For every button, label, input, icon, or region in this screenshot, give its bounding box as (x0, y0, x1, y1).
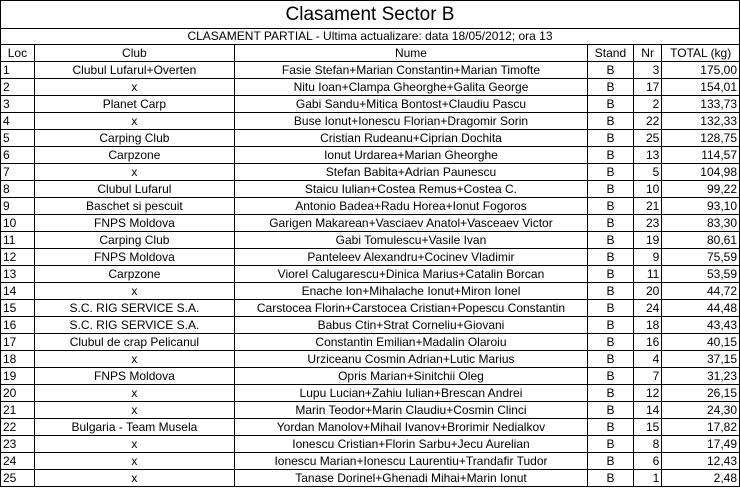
table-row (1, 283, 740, 300)
cell-nr: 18 (633, 317, 661, 334)
cell-stand: B (588, 266, 634, 283)
cell-stand: B (588, 62, 634, 79)
cell-club: Carpzone (34, 266, 234, 283)
cell-loc: 24 (1, 453, 35, 470)
cell-loc: 22 (1, 419, 35, 436)
cell-stand: B (588, 79, 634, 96)
cell-total: 2,48 (662, 470, 740, 487)
cell-nr: 25 (633, 130, 661, 147)
cell-nume: Stefan Babita+Adrian Paunescu (234, 164, 587, 181)
cell-loc: 3 (1, 96, 35, 113)
cell-loc: 14 (1, 283, 35, 300)
cell-nr: 14 (633, 402, 661, 419)
table-row (1, 334, 740, 351)
cell-nr: 21 (633, 198, 661, 215)
cell-club: x (34, 351, 234, 368)
cell-nr: 19 (633, 232, 661, 249)
cell-stand: B (588, 130, 634, 147)
cell-nr: 24 (633, 300, 661, 317)
cell-stand: B (588, 436, 634, 453)
table-row (1, 96, 740, 113)
cell-club: x (34, 113, 234, 130)
cell-total: 53,59 (662, 266, 740, 283)
cell-nume: Antonio Badea+Radu Horea+Ionut Fogoros (234, 198, 587, 215)
cell-stand: B (588, 300, 634, 317)
cell-nr: 8 (633, 436, 661, 453)
cell-nr: 13 (633, 147, 661, 164)
cell-loc: 8 (1, 181, 35, 198)
table-row (1, 249, 740, 266)
header-nume: Nume (234, 45, 587, 62)
cell-nume: Staicu Iulian+Costea Remus+Costea C. (234, 181, 587, 198)
cell-nr: 22 (633, 113, 661, 130)
cell-nr: 16 (633, 334, 661, 351)
table-row (1, 368, 740, 385)
table-row (1, 317, 740, 334)
cell-club: x (34, 79, 234, 96)
cell-club: Bulgaria - Team Musela (34, 419, 234, 436)
cell-nume: Opris Marian+Sinitchii Oleg (234, 368, 587, 385)
cell-nume: Marin Teodor+Marin Claudiu+Cosmin Clinci (234, 402, 587, 419)
cell-nr: 23 (633, 215, 661, 232)
cell-loc: 16 (1, 317, 35, 334)
cell-nr: 12 (633, 385, 661, 402)
cell-stand: B (588, 181, 634, 198)
header-row (1, 45, 740, 62)
table-row (1, 147, 740, 164)
cell-nume: Cristian Rudeanu+Ciprian Dochita (234, 130, 587, 147)
table-row (1, 453, 740, 470)
cell-nume: Garigen Makarean+Vasciaev Anatol+Vasceaev Victor (234, 215, 587, 232)
cell-total: 24,30 (662, 402, 740, 419)
cell-nr: 1 (633, 470, 661, 487)
cell-nume: Viorel Calugarescu+Dinica Marius+Catalin Borcan (234, 266, 587, 283)
cell-stand: B (588, 198, 634, 215)
cell-club: x (34, 436, 234, 453)
cell-nr: 10 (633, 181, 661, 198)
cell-nume: Yordan Manolov+Mihail Ivanov+Brorimir Nedialkov (234, 419, 587, 436)
cell-club: Baschet si pescuit (34, 198, 234, 215)
cell-loc: 6 (1, 147, 35, 164)
cell-stand: B (588, 147, 634, 164)
cell-nume: Ionescu Marian+Ionescu Laurentiu+Trandafir Tudor (234, 453, 587, 470)
cell-nr: 5 (633, 164, 661, 181)
cell-total: 17,49 (662, 436, 740, 453)
cell-stand: B (588, 215, 634, 232)
page-title: Clasament Sector B (0, 0, 740, 28)
cell-loc: 15 (1, 300, 35, 317)
ranking-rows (1, 62, 740, 487)
table-row (1, 79, 740, 96)
cell-total: 132,33 (662, 113, 740, 130)
cell-loc: 25 (1, 470, 35, 487)
cell-nume: Carstocea Florin+Carstocea Cristian+Popescu Constantin (234, 300, 587, 317)
cell-loc: 23 (1, 436, 35, 453)
cell-club: Carpzone (34, 147, 234, 164)
cell-nr: 2 (633, 96, 661, 113)
cell-loc: 1 (1, 62, 35, 79)
header-loc: Loc (1, 45, 35, 62)
cell-total: 17,82 (662, 419, 740, 436)
table-row (1, 266, 740, 283)
cell-stand: B (588, 385, 634, 402)
cell-loc: 13 (1, 266, 35, 283)
cell-club: x (34, 385, 234, 402)
cell-nr: 9 (633, 249, 661, 266)
cell-total: 93,10 (662, 198, 740, 215)
header-stand: Stand (588, 45, 634, 62)
cell-stand: B (588, 402, 634, 419)
cell-stand: B (588, 232, 634, 249)
cell-nr: 7 (633, 368, 661, 385)
cell-loc: 11 (1, 232, 35, 249)
cell-nume: Fasie Stefan+Marian Constantin+Marian Timofte (234, 62, 587, 79)
cell-club: FNPS Moldova (34, 249, 234, 266)
table-row (1, 113, 740, 130)
cell-total: 40,15 (662, 334, 740, 351)
cell-nume: Babus Ctin+Strat Corneliu+Giovani (234, 317, 587, 334)
header-club: Club (34, 45, 234, 62)
cell-total: 75,59 (662, 249, 740, 266)
cell-nr: 4 (633, 351, 661, 368)
cell-club: S.C. RIG SERVICE S.A. (34, 300, 234, 317)
table-row (1, 62, 740, 79)
cell-loc: 12 (1, 249, 35, 266)
cell-loc: 4 (1, 113, 35, 130)
cell-loc: 17 (1, 334, 35, 351)
cell-club: Clubul de crap Pelicanul (34, 334, 234, 351)
table-row (1, 232, 740, 249)
cell-total: 80,61 (662, 232, 740, 249)
cell-loc: 5 (1, 130, 35, 147)
table-row (1, 198, 740, 215)
cell-nr: 15 (633, 419, 661, 436)
cell-total: 133,73 (662, 96, 740, 113)
cell-club: x (34, 164, 234, 181)
cell-total: 44,48 (662, 300, 740, 317)
cell-total: 114,57 (662, 147, 740, 164)
cell-nume: Enache Ion+Mihalache Ionut+Miron Ionel (234, 283, 587, 300)
table-row (1, 181, 740, 198)
cell-stand: B (588, 470, 634, 487)
cell-stand: B (588, 317, 634, 334)
cell-total: 26,15 (662, 385, 740, 402)
cell-club: x (34, 402, 234, 419)
cell-club: FNPS Moldova (34, 215, 234, 232)
cell-total: 128,75 (662, 130, 740, 147)
cell-nume: Lupu Lucian+Zahiu Iulian+Brescan Andrei (234, 385, 587, 402)
table-row (1, 419, 740, 436)
cell-stand: B (588, 283, 634, 300)
cell-club: Clubul Lufarul+Overten (34, 62, 234, 79)
cell-total: 175,00 (662, 62, 740, 79)
cell-nume: Tanase Dorinel+Ghenadi Mihai+Marin Ionut (234, 470, 587, 487)
cell-total: 104,98 (662, 164, 740, 181)
cell-loc: 20 (1, 385, 35, 402)
table-row (1, 164, 740, 181)
cell-total: 43,43 (662, 317, 740, 334)
table-row (1, 300, 740, 317)
cell-total: 83,30 (662, 215, 740, 232)
cell-loc: 7 (1, 164, 35, 181)
cell-club: Planet Carp (34, 96, 234, 113)
cell-stand: B (588, 249, 634, 266)
ranking-table (0, 44, 740, 487)
header-nr: Nr (633, 45, 661, 62)
cell-club: x (34, 283, 234, 300)
cell-stand: B (588, 368, 634, 385)
cell-loc: 9 (1, 198, 35, 215)
cell-total: 99,22 (662, 181, 740, 198)
header-total: TOTAL (kg) (662, 45, 740, 62)
cell-nume: Panteleev Alexandru+Cocinev Vladimir (234, 249, 587, 266)
cell-nume: Constantin Emilian+Madalin Olaroiu (234, 334, 587, 351)
cell-loc: 18 (1, 351, 35, 368)
cell-stand: B (588, 113, 634, 130)
cell-club: S.C. RIG SERVICE S.A. (34, 317, 234, 334)
cell-total: 154,01 (662, 79, 740, 96)
cell-club: Carping Club (34, 130, 234, 147)
cell-stand: B (588, 419, 634, 436)
cell-club: x (34, 470, 234, 487)
cell-total: 44,72 (662, 283, 740, 300)
cell-total: 12,43 (662, 453, 740, 470)
table-row (1, 385, 740, 402)
cell-loc: 21 (1, 402, 35, 419)
table-row (1, 436, 740, 453)
cell-nume: Gabi Tomulescu+Vasile Ivan (234, 232, 587, 249)
cell-stand: B (588, 453, 634, 470)
table-row (1, 470, 740, 487)
table-row (1, 215, 740, 232)
cell-nume: Urziceanu Cosmin Adrian+Lutic Marius (234, 351, 587, 368)
cell-loc: 19 (1, 368, 35, 385)
cell-loc: 10 (1, 215, 35, 232)
cell-nume: Buse Ionut+Ionescu Florian+Dragomir Sorin (234, 113, 587, 130)
cell-nume: Gabi Sandu+Mitica Bontost+Claudiu Pascu (234, 96, 587, 113)
cell-total: 31,23 (662, 368, 740, 385)
cell-stand: B (588, 96, 634, 113)
cell-stand: B (588, 164, 634, 181)
cell-club: x (34, 453, 234, 470)
cell-total: 37,15 (662, 351, 740, 368)
cell-nume: Ionescu Cristian+Florin Sarbu+Jecu Aurelian (234, 436, 587, 453)
cell-club: Clubul Lufarul (34, 181, 234, 198)
cell-club: FNPS Moldova (34, 368, 234, 385)
cell-nr: 6 (633, 453, 661, 470)
table-row (1, 130, 740, 147)
cell-nr: 20 (633, 283, 661, 300)
cell-stand: B (588, 351, 634, 368)
cell-nr: 3 (633, 62, 661, 79)
cell-nr: 17 (633, 79, 661, 96)
cell-stand: B (588, 334, 634, 351)
table-row (1, 402, 740, 419)
cell-nume: Nitu Ioan+Clampa Gheorghe+Galita George (234, 79, 587, 96)
cell-nume: Ionut Urdarea+Marian Gheorghe (234, 147, 587, 164)
cell-nr: 11 (633, 266, 661, 283)
cell-loc: 2 (1, 79, 35, 96)
cell-club: Carping Club (34, 232, 234, 249)
update-subtitle: CLASAMENT PARTIAL - Ultima actualizare: data 18/05/2012; ora 13 (0, 28, 740, 44)
table-row (1, 351, 740, 368)
